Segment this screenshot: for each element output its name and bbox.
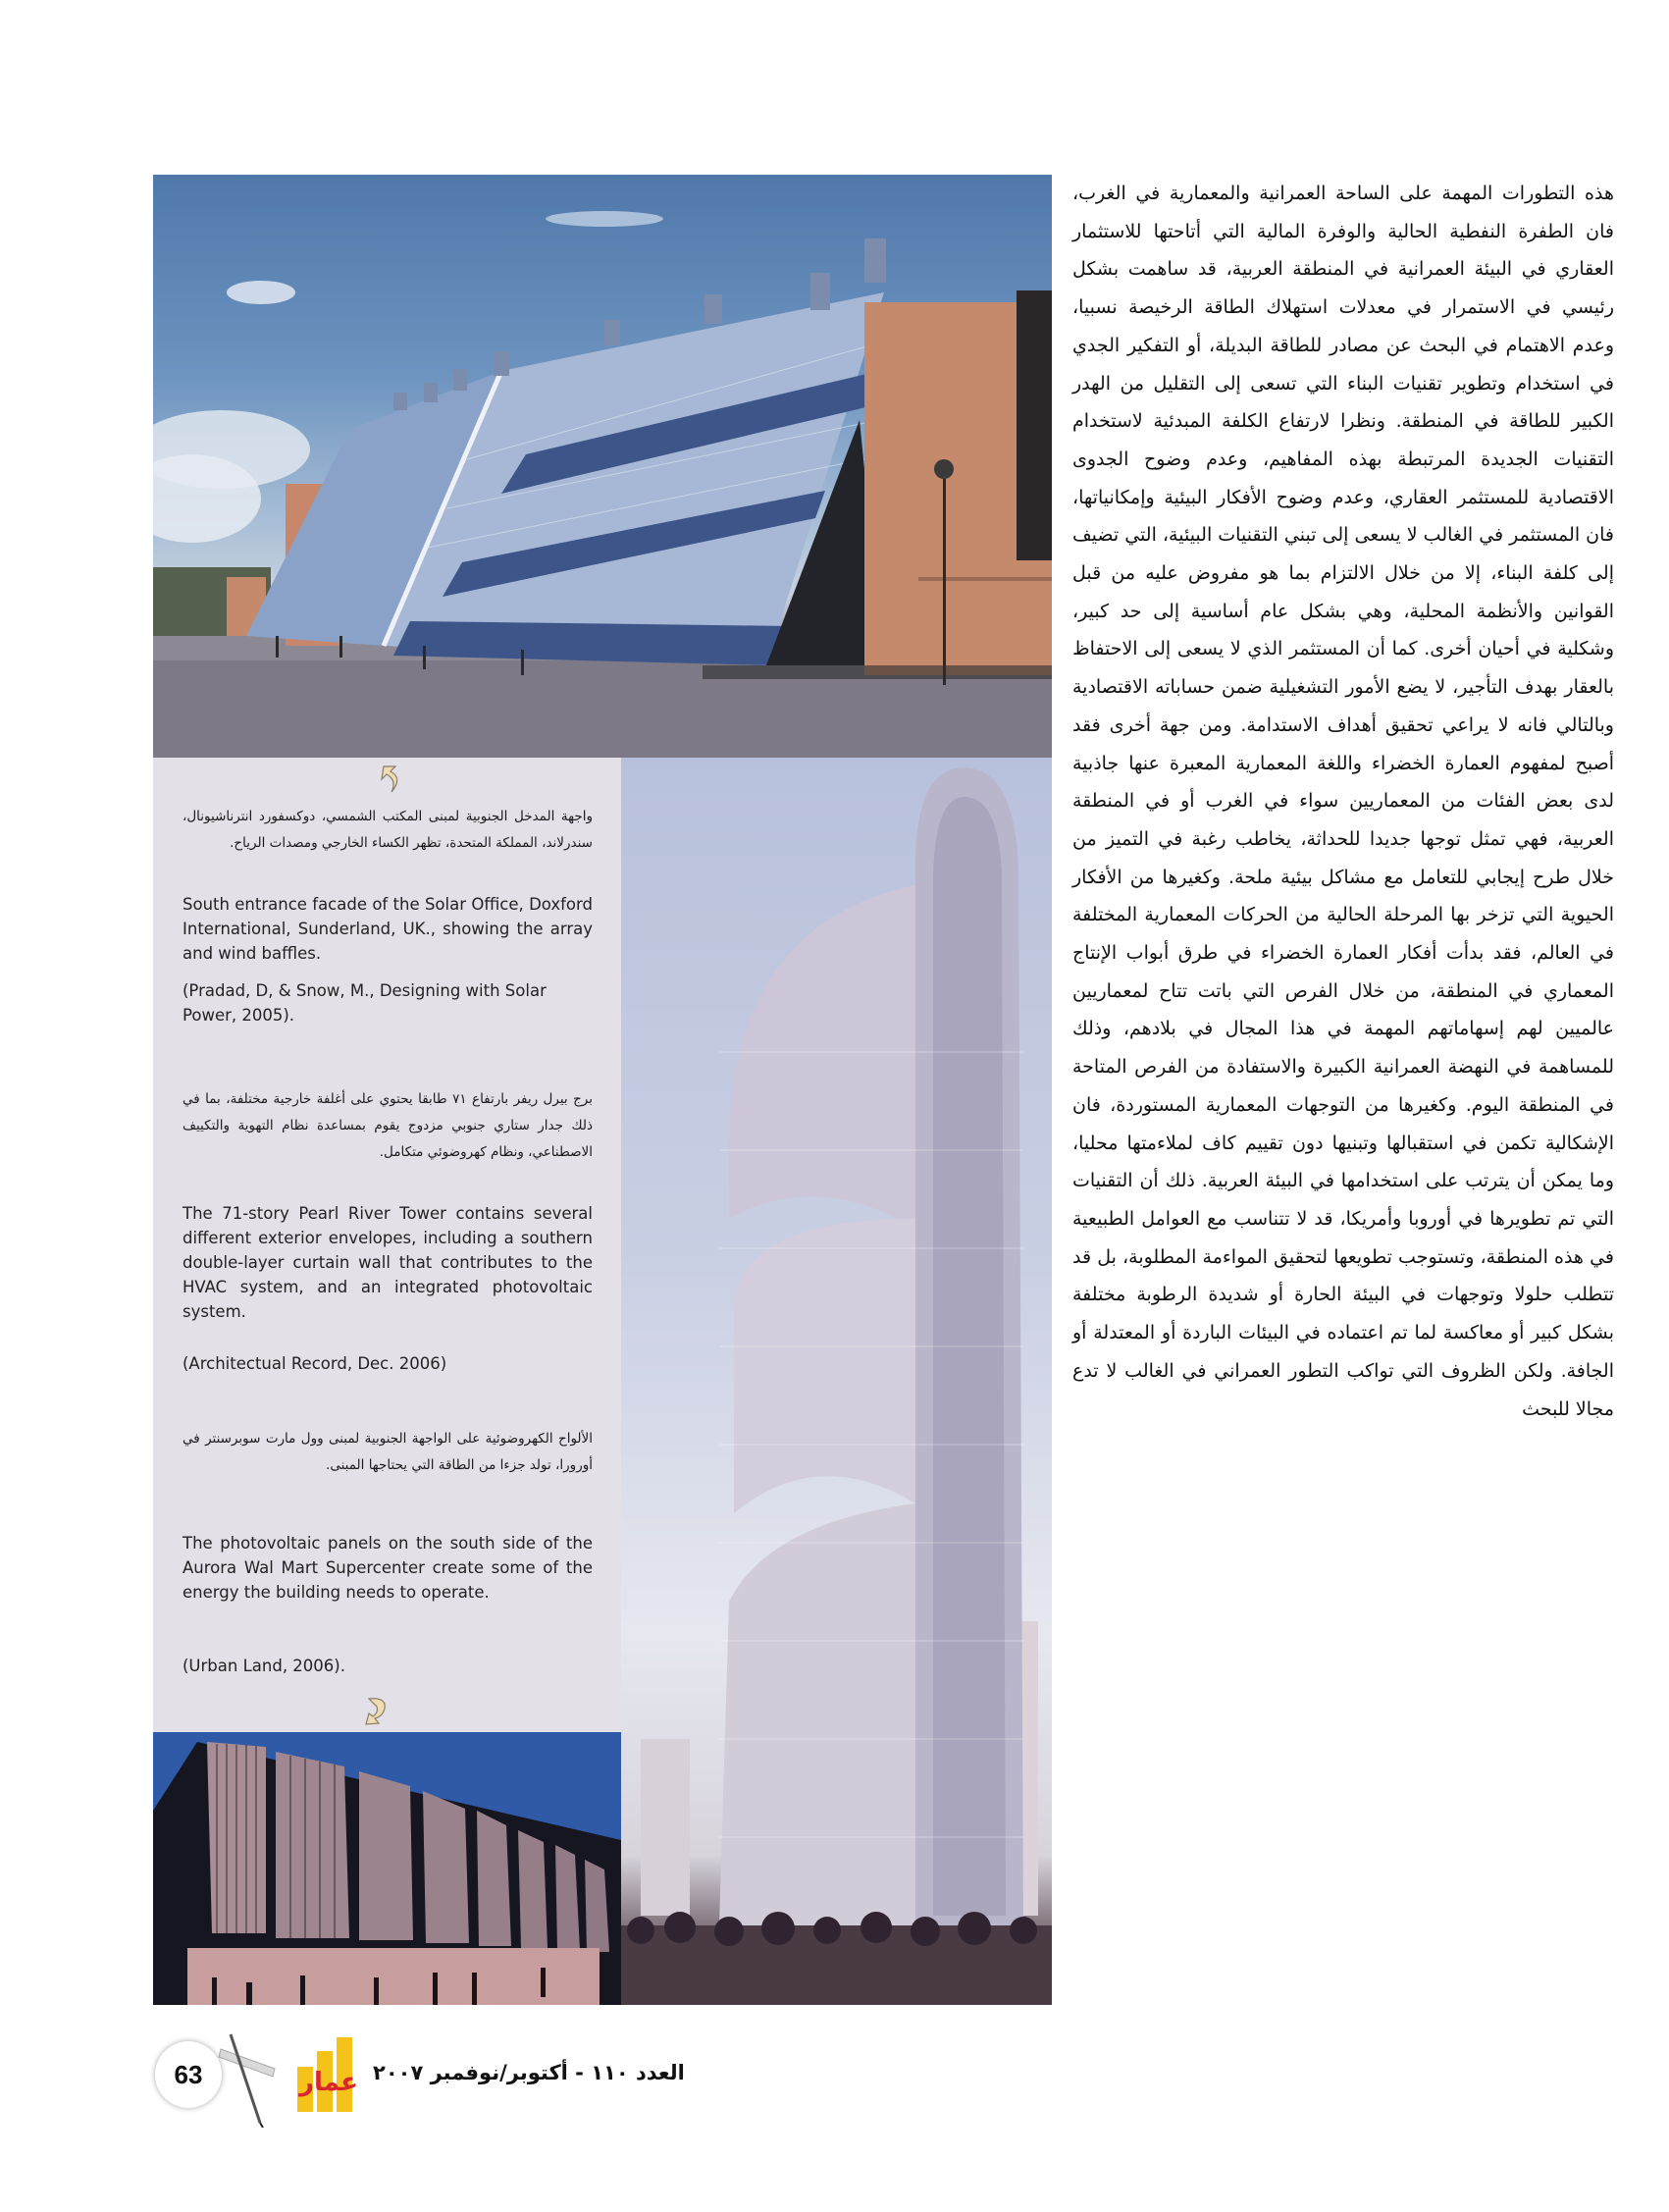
walmart-illustration: [153, 1732, 621, 2005]
caption-solar-office-source: (Pradad, D, & Snow, M., Designing with Solar Power, 2005).: [183, 981, 547, 1025]
magazine-logo-text: عمار: [299, 2068, 358, 2097]
article-body: [1072, 175, 1614, 1428]
caption-walmart-english: The photovoltaic panels on the south side of the Aurora Wal Mart Supercenter create some of the energy the building needs to operate.: [183, 1534, 593, 1602]
caption-pearl-river-arabic: برج بيرل ريفر بارتفاع ٧١ طابقا يحتوي على أغلفة خارجية مختلفة، بما في ذلك جدار ستاري جنوبي مزدوج يقوم بمساعدة نظام التهوية والتكييف الاصطناعي، ونظام كهروضوئي متكامل.: [183, 1091, 593, 1160]
pearl-river-tower-photo: [621, 758, 1052, 2005]
caption-solar-office-arabic: واجهة المدخل الجنوبية لمبنى المكتب الشمسي، دوكسفورد انترناشيونال، سندرلاند، المملكة المتحدة، تظهر الكساء الخارجي ومصدات الرياح.: [183, 809, 593, 851]
magazine-logo: [289, 2029, 368, 2118]
solar-office-photo: [153, 175, 1052, 758]
page-number: 63: [155, 2041, 222, 2108]
caption-panel: [153, 758, 621, 1732]
caption-walmart-source: (Urban Land, 2006).: [183, 1657, 345, 1675]
arrow-down-icon: [361, 1695, 394, 1728]
solar-office-illustration: [153, 175, 1052, 758]
caption-solar-office-english: South entrance facade of the Solar Office, Doxford International, Sunderland, UK., showing the array and wind baffles.: [183, 895, 593, 963]
caption-walmart-arabic: الألواح الكهروضوئية على الواجهة الجنوبية لمبنى وول مارت سوبرسنتر في أورورا، تولد جزءا من الطاقة التي يحتاجها المبنى.: [183, 1431, 593, 1473]
caption-pearl-river-english: The 71-story Pearl River Tower contains several different exterior envelopes, including a southern double-layer curtain wall that contributes to the HVAC system, and an integrated photovoltaic system.: [183, 1204, 593, 1321]
pearl-river-tower-illustration: [621, 758, 1052, 2005]
page-footer: [147, 2029, 785, 2137]
article-paragraph: هذه التطورات المهمة على الساحة العمرانية والمعمارية في الغرب، فان الطفرة النفطية الحالية والوفرة المالية التي أتاحتها للاستثمار العقاري في البيئة العمرانية في المنطقة العربية، قد ساهمت بشكل رئيسي في الاستمرار في معدلات استهلاك الطاقة الرخيصة نسبيا، وعدم الاهتمام في البحث عن مصادر للطاقة البديلة، أو التفكير الجدي في استخدام وتطوير تقنيات البناء التي تسعى إلى التقليل من الهدر الكبير للطاقة في المنطقة. ونظرا لارتفاع الكلفة المبدئية لاستخدام التقنيات الجديدة المرتبطة بهذه المفاهيم، وعدم وضوح الجدوى الاقتصادية للمستثمر العقاري، وعدم وضوح الأفكار البيئية وإمكانياتها، فان المستثمر في الغالب لا يسعى إلى تبني التقنيات البيئية، التي تضيف إلى كلفة البناء، إلا من خلال الالتزام بما هو مفروض عليه من قبل القوانين والأنظمة المحلية، وهي بشكل عام أساسية إلى حد كبير، وشكلية في أحيان أخرى. كما أن المستثمر الذي لا يسعى إلى الاحتفاظ بالعقار بهدف التأجير، لا يضع الأمور التشغيلية ضمن حساباته الاقتصادية وبالتالي فانه لا يراعي تحقيق أهداف الاستدامة. ومن جهة أخرى فقد أصبح لمفهوم العمارة الخضراء واللغة المعمارية المعبرة عنها جاذبية لدى بعض الفئات من المعماريين سواء في الغرب أو في المنطقة العربية، فهي تمثل توجها جديدا للحداثة، يخاطب رغبة في التميز من خلال طرح إيجابي للتعامل مع مشاكل بيئية ملحة. وكغيرها من الأفكار الحيوية التي تزخر بها المرحلة الحالية من الحركات المعمارية المختلفة في العالم، فقد بدأت أفكار العمارة الخضراء في طرق أبواب الإنتاج المعماري في المنطقة، من خلال الفرص التي باتت تتاح لمعماريين عالميين لهم إسهاماتهم المهمة في هذا المجال في بلادهم، وذلك للمساهمة في النهضة العمرانية الكبيرة والاستفادة من الفرص المتاحة في المنطقة اليوم. وكغيرها من التوجهات المعمارية المستوردة، فان الإشكالية تكمن في استقبالها وتبنيها دون تقييم كاف لملاءمتها محليا، وما يمكن أن يترتب على استخدامها في البيئة العربية. ذلك أن التقنيات التي تم تطويرها في أوروبا وأمريكا، قد لا تتناسب مع العوامل الطبيعية في هذه المنطقة، وتستوجب تطويعها لتحقيق المواءمة المطلوبة، بل قد تتطلب حلولا وتوجهات في البيئة الحارة أو شديدة الرطوبة مختلفة بشكل كبير أو معاكسة لما تم اعتماده في البيئات الباردة أو المعتدلة أو الجافة. ولكن الظروف التي تواكب التطور العمراني في الغالب لا تدع مجالا للبحث: [1072, 183, 1614, 1420]
caption-pearl-river-source: (Architectual Record, Dec. 2006): [183, 1354, 447, 1373]
aurora-walmart-photo: [153, 1732, 621, 2005]
issue-line: العدد ١١٠ - أكتوبر/نوفمبر ٢٠٠٧: [373, 2061, 685, 2084]
arrow-up-icon: [374, 763, 407, 796]
pen-and-ruler-icon: [216, 2029, 294, 2128]
